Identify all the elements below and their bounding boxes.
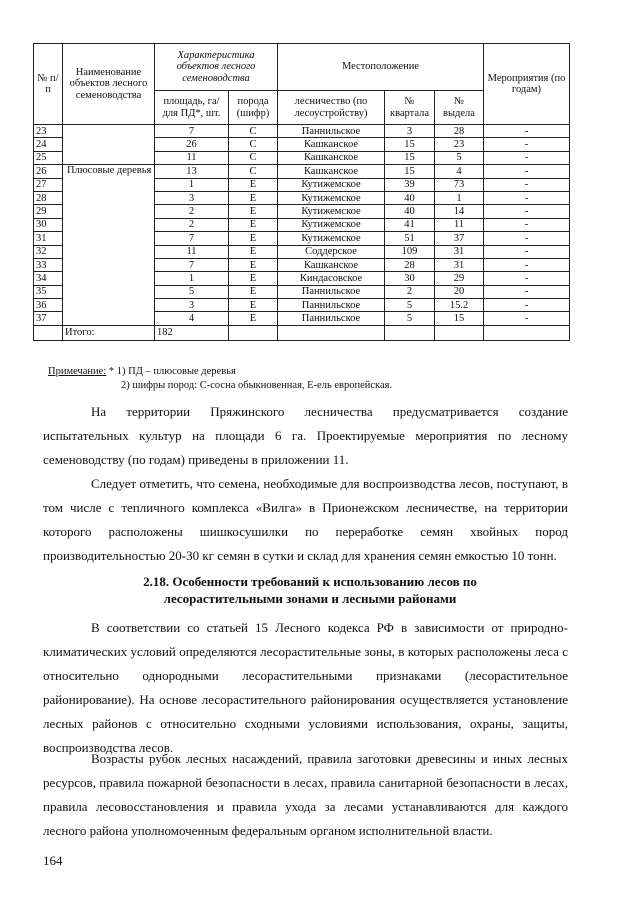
cell-area: 3 — [155, 299, 229, 312]
cell-area: 26 — [155, 138, 229, 151]
cell-forestry: Паннильское — [278, 312, 385, 325]
cell-forestry: Кашканское — [278, 165, 385, 178]
cell-area: 13 — [155, 165, 229, 178]
cell-measures: - — [484, 285, 570, 298]
paragraph-trial-cultures: На территории Пряжинского лесничества предусматривается создание испытательных культур на площади 6 га. Проектируемые мероприятия по лесному семеноводству (по годам) приведены в приложении 11. — [43, 404, 568, 467]
header-forestry: лесничество (по лесоустройству) — [278, 91, 385, 125]
cell-quarter: 51 — [385, 232, 435, 245]
cell-species: Е — [229, 218, 278, 231]
total-empty-cell — [385, 325, 435, 340]
cell-num: 31 — [34, 232, 63, 245]
total-blank-cell — [34, 325, 63, 340]
cell-measures: - — [484, 178, 570, 191]
cell-species: Е — [229, 285, 278, 298]
note-line-1 — [48, 365, 392, 379]
cell-forestry: Паннильское — [278, 285, 385, 298]
cell-area: 7 — [155, 258, 229, 271]
cell-species: Е — [229, 232, 278, 245]
cell-vydel: 15 — [435, 312, 484, 325]
cell-vydel: 31 — [435, 258, 484, 271]
cell-area: 5 — [155, 285, 229, 298]
cell-vydel: 1 — [435, 191, 484, 204]
cell-quarter: 41 — [385, 218, 435, 231]
total-value: 182 — [155, 325, 229, 340]
cell-area: 7 — [155, 232, 229, 245]
cell-quarter: 15 — [385, 165, 435, 178]
cell-vydel: 31 — [435, 245, 484, 258]
total-empty-cell — [278, 325, 385, 340]
cell-measures: - — [484, 299, 570, 312]
cell-num: 24 — [34, 138, 63, 151]
cell-species: Е — [229, 205, 278, 218]
note-text-1: * 1) ПД – плюсовые деревья — [106, 366, 236, 377]
cell-species: Е — [229, 178, 278, 191]
cell-num: 35 — [34, 285, 63, 298]
cell-forestry: Кутижемское — [278, 232, 385, 245]
cell-forestry: Киндасовское — [278, 272, 385, 285]
cell-measures: - — [484, 245, 570, 258]
total-empty-cell — [484, 325, 570, 340]
paragraph-seed-supply: Следует отметить, что семена, необходимые для воспроизводства лесов, поступают, в том числе с тепличного комплекса «Вилга» в Прионежском лесничестве, на территории которого расположены шишкосушилки по переработке семян хвойных пород производительностью 20-30 кг семян в сутки и склад для хранения семян емкостью 10 тонн. — [43, 476, 568, 563]
cell-measures: - — [484, 151, 570, 164]
cell-vydel: 28 — [435, 125, 484, 138]
table-row — [34, 165, 570, 178]
header-num: № п/п — [34, 44, 63, 125]
cell-num: 23 — [34, 125, 63, 138]
cell-forestry: Кутижемское — [278, 218, 385, 231]
cell-quarter: 15 — [385, 138, 435, 151]
cell-area: 2 — [155, 205, 229, 218]
cell-species: С — [229, 151, 278, 164]
cell-num: 29 — [34, 205, 63, 218]
total-empty-cell — [229, 325, 278, 340]
cell-num: 33 — [34, 258, 63, 271]
note-line-2: 2) шифры пород: С-сосна обыкновенная, Е-ель европейская. — [121, 379, 393, 391]
cell-measures: - — [484, 272, 570, 285]
cell-quarter: 40 — [385, 205, 435, 218]
cell-measures: - — [484, 165, 570, 178]
cell-area: 7 — [155, 125, 229, 138]
cell-quarter: 30 — [385, 272, 435, 285]
cell-forestry: Соддерское — [278, 245, 385, 258]
cell-name-empty — [63, 125, 155, 165]
table-row — [34, 125, 570, 138]
cell-area: 3 — [155, 191, 229, 204]
cell-vydel: 15.2 — [435, 299, 484, 312]
cell-forestry: Паннильское — [278, 299, 385, 312]
header-measures: Мероприятия (по годам) — [484, 44, 570, 125]
cell-area: 11 — [155, 151, 229, 164]
cell-quarter: 15 — [385, 151, 435, 164]
total-empty-cell — [435, 325, 484, 340]
header-location: Местоположение — [278, 44, 484, 91]
cell-species: С — [229, 165, 278, 178]
cell-measures: - — [484, 232, 570, 245]
section-heading — [60, 573, 560, 607]
paragraph-zoning: В соответствии со статьей 15 Лесного кодекса РФ в зависимости от природно-климатических условий определяются лесорастительные зоны, в которых расположены леса с относительно однородными лесорастительными признаками (лесорастительное районирование). На основе лесорастительного районирования осуществляется установление лесных районов с относительно сходными условиями использования, охраны, защиты, воспроизводства лесов. — [43, 620, 568, 755]
cell-area: 1 — [155, 178, 229, 191]
cell-quarter: 3 — [385, 125, 435, 138]
cell-measures: - — [484, 312, 570, 325]
cell-species: Е — [229, 312, 278, 325]
cell-vydel: 4 — [435, 165, 484, 178]
cell-group-name: Плюсовые деревья — [63, 165, 155, 326]
cell-forestry: Кутижемское — [278, 178, 385, 191]
cell-species: Е — [229, 272, 278, 285]
header-vydel: № выдела — [435, 91, 484, 125]
cell-num: 25 — [34, 151, 63, 164]
heading-line-1: 2.18. Особенности требований к использованию лесов по — [143, 574, 477, 589]
cell-quarter: 5 — [385, 299, 435, 312]
table-notes — [48, 365, 392, 392]
cell-quarter: 109 — [385, 245, 435, 258]
cell-area: 4 — [155, 312, 229, 325]
header-name: Наименование объектов лесного семеноводства — [63, 44, 155, 125]
cell-measures: - — [484, 191, 570, 204]
cell-num: 36 — [34, 299, 63, 312]
cell-num: 32 — [34, 245, 63, 258]
page-number: 164 — [43, 853, 63, 868]
cell-vydel: 20 — [435, 285, 484, 298]
cell-quarter: 40 — [385, 191, 435, 204]
cell-num: 30 — [34, 218, 63, 231]
cell-measures: - — [484, 125, 570, 138]
cell-species: Е — [229, 299, 278, 312]
cell-forestry: Кашканское — [278, 138, 385, 151]
cell-measures: - — [484, 205, 570, 218]
cell-vydel: 14 — [435, 205, 484, 218]
cell-num: 34 — [34, 272, 63, 285]
cell-forestry: Паннильское — [278, 125, 385, 138]
cell-area: 11 — [155, 245, 229, 258]
cell-species: С — [229, 125, 278, 138]
cell-vydel: 23 — [435, 138, 484, 151]
cell-num: 28 — [34, 191, 63, 204]
cell-area: 1 — [155, 272, 229, 285]
header-quarter: № квартала — [385, 91, 435, 125]
cell-measures: - — [484, 218, 570, 231]
note-label: Примечание: — [48, 366, 107, 377]
cell-species: С — [229, 138, 278, 151]
header-species: порода (шифр) — [229, 91, 278, 125]
cell-vydel: 11 — [435, 218, 484, 231]
heading-line-2: лесорастительными зонами и лесными районами — [163, 591, 457, 606]
cell-quarter: 39 — [385, 178, 435, 191]
header-area: площадь, га/ для ПД*, шт. — [155, 91, 229, 125]
cell-forestry: Кашканское — [278, 151, 385, 164]
cell-vydel: 5 — [435, 151, 484, 164]
cell-species: Е — [229, 258, 278, 271]
cell-area: 2 — [155, 218, 229, 231]
cell-quarter: 2 — [385, 285, 435, 298]
cell-measures: - — [484, 258, 570, 271]
cell-vydel: 73 — [435, 178, 484, 191]
cell-forestry: Кашканское — [278, 258, 385, 271]
paragraph-cutting-ages: Возрасты рубок лесных насаждений, правила заготовки древесины и иных лесных ресурсов, правила пожарной безопасности в лесах, правила санитарной безопасности в лесах, правила лесовосстановления и правила ухода за лесами устанавливаются для каждого лесного района уполномоченным федеральным органом исполнительной власти. — [43, 751, 568, 838]
header-characteristics: Характеристика объектов лесного семеноводства — [155, 44, 278, 91]
cell-forestry: Кутижемское — [278, 191, 385, 204]
total-label: Итого: — [63, 325, 155, 340]
cell-measures: - — [484, 138, 570, 151]
cell-vydel: 29 — [435, 272, 484, 285]
cell-quarter: 5 — [385, 312, 435, 325]
cell-vydel: 37 — [435, 232, 484, 245]
cell-num: 27 — [34, 178, 63, 191]
cell-quarter: 28 — [385, 258, 435, 271]
cell-num: 26 — [34, 165, 63, 178]
cell-species: Е — [229, 245, 278, 258]
cell-num: 37 — [34, 312, 63, 325]
cell-species: Е — [229, 191, 278, 204]
seed-objects-table — [33, 43, 570, 341]
cell-forestry: Кутижемское — [278, 205, 385, 218]
